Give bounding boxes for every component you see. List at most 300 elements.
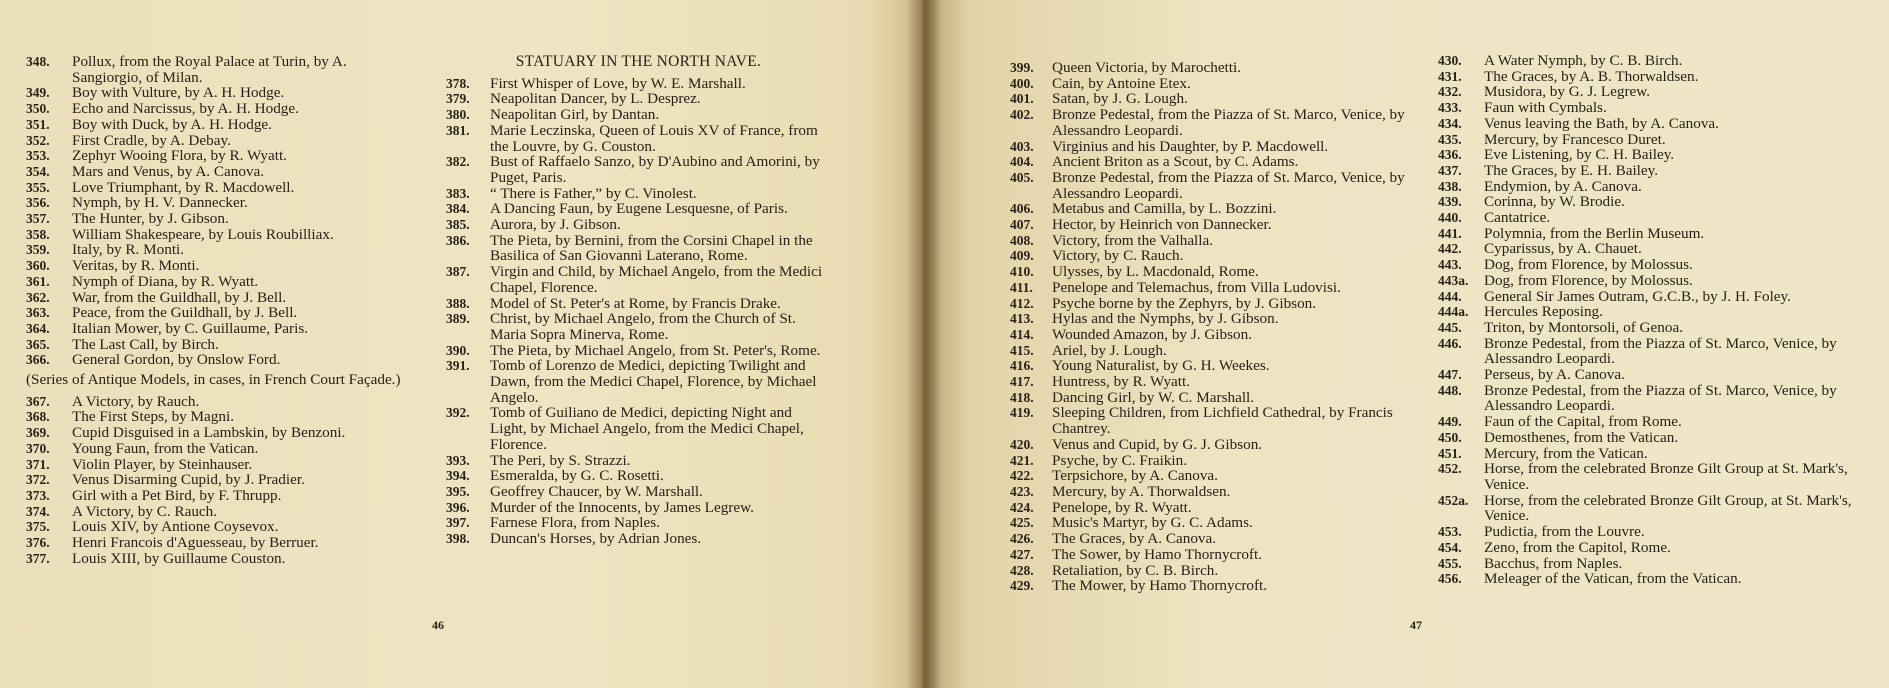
entry-number: 403. bbox=[1010, 138, 1034, 154]
catalogue-entry bbox=[1438, 430, 1858, 446]
entry-number: 397. bbox=[446, 515, 470, 531]
entry-text: Christ, by Michael Angelo, from the Church of St. Maria Sopra Minerva, Rome. bbox=[490, 310, 796, 343]
entry-number: 359. bbox=[26, 242, 50, 258]
catalogue-entry bbox=[1010, 390, 1406, 406]
entry-number: 353. bbox=[26, 148, 50, 164]
entry-number: 367. bbox=[26, 393, 50, 409]
entry-number: 409. bbox=[1010, 248, 1034, 264]
catalogue-entry bbox=[26, 394, 416, 410]
catalogue-entry bbox=[26, 352, 416, 368]
catalogue-entry bbox=[1010, 311, 1406, 327]
entry-list-1b bbox=[26, 394, 416, 567]
entry-number: 350. bbox=[26, 101, 50, 117]
entry-text: Murder of the Innocents, by James Legrew. bbox=[490, 498, 754, 516]
entry-text: Faun of the Capital, from Rome. bbox=[1484, 413, 1682, 431]
catalogue-entry bbox=[1438, 493, 1858, 524]
right-page-number: 47 bbox=[1410, 618, 1422, 632]
entry-number: 383. bbox=[446, 185, 470, 201]
entry-text: Mercury, by A. Thorwaldsen. bbox=[1052, 482, 1231, 500]
entry-number: 443. bbox=[1438, 257, 1462, 273]
entry-number: 430. bbox=[1438, 53, 1462, 68]
catalogue-entry bbox=[1010, 468, 1406, 484]
catalogue-entry bbox=[446, 296, 831, 312]
catalogue-entry bbox=[26, 321, 416, 337]
catalogue-entry bbox=[1010, 405, 1406, 436]
entry-text: Girl with a Pet Bird, by F. Thrupp. bbox=[72, 486, 282, 504]
entry-text: Mercury, by Francesco Duret. bbox=[1484, 130, 1666, 148]
entry-number: 417. bbox=[1010, 374, 1034, 390]
catalogue-entry bbox=[1010, 280, 1406, 296]
entry-number: 412. bbox=[1010, 295, 1034, 311]
catalogue-entry bbox=[1010, 201, 1406, 217]
catalogue-entry bbox=[446, 358, 831, 405]
catalogue-entry bbox=[446, 468, 831, 484]
entry-number: 368. bbox=[26, 409, 50, 425]
entry-text: Young Naturalist, by G. H. Weekes. bbox=[1052, 357, 1270, 375]
catalogue-entry bbox=[446, 500, 831, 516]
entry-text: Hercules Reposing. bbox=[1484, 303, 1603, 321]
catalogue-entry bbox=[1010, 296, 1406, 312]
entry-text: Peace, from the Guildhall, by J. Bell. bbox=[72, 304, 298, 322]
entry-number: 434. bbox=[1438, 115, 1462, 131]
entry-text: The Graces, by E. H. Bailey. bbox=[1484, 161, 1659, 179]
catalogue-entry bbox=[1010, 170, 1406, 201]
entry-text: General Sir James Outram, G.C.B., by J. H. Foley. bbox=[1484, 287, 1791, 305]
entry-text: Louis XIV, by Antione Coysevox. bbox=[72, 518, 279, 536]
entry-number: 437. bbox=[1438, 162, 1462, 178]
catalogue-entry bbox=[26, 242, 416, 258]
catalogue-entry bbox=[446, 233, 831, 264]
catalogue-entry bbox=[1010, 531, 1406, 547]
catalogue-entry bbox=[1438, 194, 1858, 210]
entry-text: Ariel, by J. Lough. bbox=[1052, 341, 1167, 359]
entry-text: Eve Listening, by C. H. Bailey. bbox=[1484, 146, 1675, 164]
entry-number: 421. bbox=[1010, 452, 1034, 468]
catalogue-entry bbox=[1010, 233, 1406, 249]
catalogue-entry bbox=[1438, 257, 1858, 273]
entry-text: Henri Francois d'Aguesseau, by Berruer. bbox=[72, 534, 319, 552]
catalogue-entry bbox=[1438, 116, 1858, 132]
entry-number: 404. bbox=[1010, 154, 1034, 170]
entry-number: 376. bbox=[26, 535, 50, 551]
entry-text: Dog, from Florence, by Molossus. bbox=[1484, 256, 1693, 274]
catalogue-entry bbox=[446, 201, 831, 217]
entry-text: William Shakespeare, by Louis Roubilliax. bbox=[72, 225, 334, 243]
entry-text: Model of St. Peter's at Rome, by Francis Drake. bbox=[490, 294, 781, 312]
entry-number: 408. bbox=[1010, 232, 1034, 248]
entry-number: 390. bbox=[446, 342, 470, 358]
entry-text: Ulysses, by L. Macdonald, Rome. bbox=[1052, 263, 1259, 281]
entry-text: Penelope and Telemachus, from Villa Ludovisi. bbox=[1052, 278, 1341, 296]
entry-number: 428. bbox=[1010, 562, 1034, 578]
entry-text: Bronze Pedestal, from the Piazza of St. Marco, Venice, by Alessandro Leopardi. bbox=[1052, 168, 1405, 202]
entry-list-1a bbox=[26, 54, 416, 368]
catalogue-entry bbox=[446, 405, 831, 452]
catalogue-entry bbox=[1438, 524, 1858, 540]
entry-text: Tomb of Guiliano de Medici, depicting Night and Light, by Michael Angelo, from the Medici Chapel, Florence. bbox=[490, 404, 804, 453]
entry-text: Dog, from Florence, by Molossus. bbox=[1484, 271, 1693, 289]
catalogue-entry bbox=[1010, 374, 1406, 390]
entry-number: 445. bbox=[1438, 319, 1462, 335]
entry-text: Musidora, by G. J. Legrew. bbox=[1484, 83, 1651, 101]
catalogue-entry bbox=[1438, 226, 1858, 242]
entry-text: Marie Leczinska, Queen of Louis XV of France, from the Louvre, by G. Couston. bbox=[490, 121, 818, 155]
entry-number: 388. bbox=[446, 295, 470, 311]
entry-number: 361. bbox=[26, 273, 50, 289]
catalogue-entry bbox=[1010, 217, 1406, 233]
entry-text: Mercury, from the Vatican. bbox=[1484, 444, 1648, 462]
catalogue-entry bbox=[1438, 383, 1858, 414]
entry-text: Corinna, by W. Brodie. bbox=[1484, 193, 1625, 211]
entry-text: Faun with Cymbals. bbox=[1484, 99, 1607, 117]
entry-number: 405. bbox=[1010, 169, 1034, 185]
entry-text: A Victory, by C. Rauch. bbox=[72, 502, 218, 520]
entry-number: 448. bbox=[1438, 382, 1462, 398]
entry-number: 395. bbox=[446, 483, 470, 499]
entry-number: 362. bbox=[26, 289, 50, 305]
catalogue-entry bbox=[1010, 91, 1406, 107]
entry-text: Endymion, by A. Canova. bbox=[1484, 177, 1642, 195]
catalogue-entry bbox=[446, 186, 831, 202]
catalogue-entry bbox=[1438, 540, 1858, 556]
entry-text: Louis XIII, by Guillaume Couston. bbox=[72, 549, 286, 567]
entry-number: 360. bbox=[26, 258, 50, 274]
series-note: (Series of Antique Models, in cases, in French Court Façade.) bbox=[26, 371, 401, 389]
catalogue-entry bbox=[1438, 53, 1858, 69]
entry-text: Nymph of Diana, by R. Wyatt. bbox=[72, 272, 259, 290]
entry-number: 433. bbox=[1438, 100, 1462, 116]
catalogue-entry bbox=[26, 117, 416, 133]
catalogue-entry bbox=[446, 515, 831, 531]
catalogue-entry bbox=[1010, 484, 1406, 500]
catalogue-entry bbox=[446, 123, 831, 154]
entry-number: 441. bbox=[1438, 225, 1462, 241]
catalogue-column-3 bbox=[1010, 60, 1406, 594]
catalogue-entry bbox=[1438, 461, 1858, 492]
catalogue-entry bbox=[1438, 69, 1858, 85]
entry-number: 451. bbox=[1438, 445, 1462, 461]
entry-text: The Graces, by A. Canova. bbox=[1052, 530, 1217, 548]
entry-text: Triton, by Montorsoli, of Genoa. bbox=[1484, 318, 1683, 336]
entry-number: 389. bbox=[446, 311, 470, 327]
entry-text: Victory, by C. Rauch. bbox=[1052, 247, 1184, 265]
left-page-number: 46 bbox=[432, 618, 444, 632]
catalogue-entry bbox=[26, 195, 416, 211]
entry-number: 435. bbox=[1438, 131, 1462, 147]
catalogue-entry bbox=[26, 519, 416, 535]
entry-number: 349. bbox=[26, 85, 50, 101]
entry-number: 411. bbox=[1010, 279, 1033, 295]
catalogue-entry bbox=[26, 409, 416, 425]
entry-number: 387. bbox=[446, 264, 470, 280]
catalogue-entry bbox=[26, 457, 416, 473]
catalogue-entry bbox=[1438, 367, 1858, 383]
entry-text: The Sower, by Hamo Thornycroft. bbox=[1052, 545, 1262, 563]
entry-number: 382. bbox=[446, 154, 470, 170]
entry-text: Virginius and his Daughter, by P. Macdowell. bbox=[1052, 137, 1329, 155]
catalogue-entry bbox=[26, 164, 416, 180]
entry-number: 416. bbox=[1010, 358, 1034, 374]
catalogue-entry bbox=[446, 107, 831, 123]
entry-number: 363. bbox=[26, 305, 50, 321]
entry-text: Love Triumphant, by R. Macdowell. bbox=[72, 178, 295, 196]
catalogue-entry bbox=[1010, 327, 1406, 343]
catalogue-entry bbox=[26, 488, 416, 504]
entry-number: 443a. bbox=[1438, 272, 1469, 288]
catalogue-entry bbox=[26, 101, 416, 117]
entry-text: Demosthenes, from the Vatican. bbox=[1484, 428, 1679, 446]
catalogue-entry bbox=[1010, 437, 1406, 453]
entry-number: 455. bbox=[1438, 555, 1462, 571]
catalogue-entry bbox=[1438, 571, 1858, 587]
entry-text: Horse, from the celebrated Bronze Gilt Group at St. Mark's, Venice. bbox=[1484, 460, 1848, 493]
catalogue-entry bbox=[1010, 139, 1406, 155]
entry-text: The Pieta, by Bernini, from the Corsini Chapel in the Basilica of San Giovanni Laterano, Rome. bbox=[490, 231, 813, 265]
section-heading: STATUARY IN THE NORTH NAVE. bbox=[515, 53, 762, 70]
entry-number: 398. bbox=[446, 531, 470, 547]
catalogue-entry bbox=[446, 453, 831, 469]
left-page bbox=[0, 0, 922, 688]
catalogue-entry bbox=[1438, 273, 1858, 289]
entry-number: 410. bbox=[1010, 264, 1034, 280]
catalogue-entry bbox=[26, 85, 416, 101]
entry-number: 452a. bbox=[1438, 492, 1469, 508]
entry-text: Pollux, from the Royal Palace at Turin, by A. Sangiorgio, of Milan. bbox=[72, 53, 347, 86]
entry-text: Nymph, by H. V. Dannecker. bbox=[72, 194, 248, 212]
entry-text: Cantatrice. bbox=[1484, 209, 1551, 227]
entry-number: 348. bbox=[26, 54, 50, 69]
entry-text: Huntress, by R. Wyatt. bbox=[1052, 373, 1191, 391]
entry-text: Violin Player, by Steinhauser. bbox=[72, 455, 253, 473]
entry-text: The Mower, by Hamo Thornycroft. bbox=[1052, 577, 1268, 595]
catalogue-entry bbox=[446, 531, 831, 547]
entry-text: Psyche, by C. Fraikin. bbox=[1052, 451, 1187, 469]
catalogue-entry bbox=[1438, 414, 1858, 430]
entry-number: 377. bbox=[26, 550, 50, 566]
entry-number: 425. bbox=[1010, 515, 1034, 531]
catalogue-entry bbox=[1010, 248, 1406, 264]
entry-number: 436. bbox=[1438, 147, 1462, 163]
entry-number: 352. bbox=[26, 132, 50, 148]
entry-text: Italy, by R. Monti. bbox=[72, 241, 185, 259]
entry-text: Pudictia, from the Louvre. bbox=[1484, 523, 1645, 541]
catalogue-entry bbox=[446, 154, 831, 185]
catalogue-entry bbox=[1438, 336, 1858, 367]
entry-number: 426. bbox=[1010, 531, 1034, 547]
entry-number: 366. bbox=[26, 352, 50, 368]
entry-text: Zephyr Wooing Flora, by R. Wyatt. bbox=[72, 147, 287, 165]
entry-text: The Last Call, by Birch. bbox=[72, 335, 219, 353]
catalogue-entry bbox=[1438, 210, 1858, 226]
entry-text: Venus Disarming Cupid, by J. Pradier. bbox=[72, 471, 305, 489]
entry-text: Venus leaving the Bath, by A. Canova. bbox=[1484, 114, 1719, 132]
catalogue-entry bbox=[1010, 500, 1406, 516]
entry-text: Neapolitan Girl, by Dantan. bbox=[490, 106, 660, 124]
entry-number: 418. bbox=[1010, 389, 1034, 405]
entry-text: Aurora, by J. Gibson. bbox=[490, 216, 621, 234]
catalogue-entry bbox=[26, 227, 416, 243]
entry-text: Mars and Venus, by A. Canova. bbox=[72, 162, 265, 180]
catalogue-entry bbox=[1438, 320, 1858, 336]
entry-number: 407. bbox=[1010, 217, 1034, 233]
catalogue-entry bbox=[1438, 147, 1858, 163]
entry-number: 379. bbox=[446, 91, 470, 107]
entry-list-2 bbox=[446, 76, 831, 547]
entry-number: 381. bbox=[446, 122, 470, 138]
catalogue-entry bbox=[26, 551, 416, 567]
entry-text: Neapolitan Dancer, by L. Desprez. bbox=[490, 90, 701, 108]
entry-number: 452. bbox=[1438, 461, 1462, 477]
entry-number: 358. bbox=[26, 226, 50, 242]
entry-list-3 bbox=[1010, 60, 1406, 594]
entry-number: 380. bbox=[446, 107, 470, 123]
entry-number: 365. bbox=[26, 336, 50, 352]
entry-text: Farnese Flora, from Naples. bbox=[490, 514, 660, 532]
entry-text: Ancient Briton as a Scout, by C. Adams. bbox=[1052, 153, 1299, 171]
catalogue-entry bbox=[1010, 107, 1406, 138]
catalogue-entry bbox=[446, 76, 831, 92]
entry-text: Bronze Pedestal, from the Piazza of St. Marco, Venice, by Alessandro Leopardi. bbox=[1484, 381, 1837, 415]
catalogue-entry bbox=[26, 504, 416, 520]
entry-number: 394. bbox=[446, 468, 470, 484]
entry-text: Bacchus, from Naples. bbox=[1484, 554, 1623, 572]
entry-number: 356. bbox=[26, 195, 50, 211]
catalogue-entry bbox=[26, 425, 416, 441]
entry-number: 432. bbox=[1438, 84, 1462, 100]
catalogue-entry bbox=[26, 274, 416, 290]
entry-number: 374. bbox=[26, 503, 50, 519]
entry-number: 439. bbox=[1438, 194, 1462, 210]
entry-text: First Whisper of Love, by W. E. Marshall. bbox=[490, 74, 746, 92]
entry-text: Cyparissus, by A. Chauet. bbox=[1484, 240, 1642, 258]
entry-text: A Victory, by Rauch. bbox=[72, 392, 200, 410]
catalogue-entry bbox=[1438, 446, 1858, 462]
catalogue-entry bbox=[446, 311, 831, 342]
entry-number: 442. bbox=[1438, 241, 1462, 257]
catalogue-entry bbox=[26, 290, 416, 306]
catalogue-entry bbox=[26, 305, 416, 321]
entry-number: 402. bbox=[1010, 107, 1034, 123]
entry-text: The First Steps, by Magni. bbox=[72, 408, 234, 426]
book-gutter bbox=[906, 0, 942, 688]
catalogue-entry bbox=[1010, 578, 1406, 594]
entry-number: 401. bbox=[1010, 91, 1034, 107]
entry-text: Penelope, by R. Wyatt. bbox=[1052, 498, 1192, 516]
entry-text: A Water Nymph, by C. B. Birch. bbox=[1484, 52, 1683, 69]
entry-text: Terpsichore, by A. Canova. bbox=[1052, 467, 1218, 485]
entry-text: “ There is Father,” by C. Vinolest. bbox=[490, 184, 697, 202]
entry-number: 449. bbox=[1438, 414, 1462, 430]
catalogue-entry bbox=[1438, 100, 1858, 116]
entry-text: Horse, from the celebrated Bronze Gilt Group, at St. Mark's, Venice. bbox=[1484, 491, 1852, 525]
entry-text: Sleeping Children, from Lichfield Cathedral, by Francis Chantrey. bbox=[1052, 404, 1393, 438]
entry-number: 420. bbox=[1010, 436, 1034, 452]
entry-number: 419. bbox=[1010, 405, 1034, 421]
entry-text: Geoffrey Chaucer, by W. Marshall. bbox=[490, 482, 703, 500]
entry-number: 354. bbox=[26, 163, 50, 179]
entry-text: Zeno, from the Capitol, Rome. bbox=[1484, 538, 1671, 556]
entry-text: Tomb of Lorenzo de Medici, depicting Twilight and Dawn, from the Medici Chapel, Florence, by Michael Angelo. bbox=[490, 357, 817, 406]
catalogue-entry bbox=[1010, 60, 1406, 76]
entry-text: Boy with Duck, by A. H. Hodge. bbox=[72, 115, 272, 133]
catalogue-entry bbox=[1438, 163, 1858, 179]
entry-text: War, from the Guildhall, by J. Bell. bbox=[72, 288, 287, 306]
entry-text: Echo and Narcissus, by A. H. Hodge. bbox=[72, 100, 299, 118]
entry-number: 456. bbox=[1438, 571, 1462, 587]
entry-text: Bronze Pedestal, from the Piazza of St. Marco, Venice, by Alessandro Leopardi. bbox=[1052, 106, 1405, 139]
entry-text: Perseus, by A. Canova. bbox=[1484, 366, 1625, 384]
entry-list-4 bbox=[1438, 53, 1858, 587]
catalogue-entry bbox=[1010, 76, 1406, 92]
entry-number: 369. bbox=[26, 425, 50, 441]
entry-text: General Gordon, by Onslow Ford. bbox=[72, 351, 281, 369]
entry-text: Esmeralda, by G. C. Rosetti. bbox=[490, 467, 664, 485]
entry-number: 422. bbox=[1010, 468, 1034, 484]
entry-text: Metabus and Camilla, by L. Bozzini. bbox=[1052, 200, 1277, 218]
entry-number: 406. bbox=[1010, 201, 1034, 217]
entry-text: Duncan's Horses, by Adrian Jones. bbox=[490, 530, 702, 548]
entry-text: The Pieta, by Michael Angelo, from St. Peter's, Rome. bbox=[490, 341, 821, 359]
entry-text: The Graces, by A. B. Thorwaldsen. bbox=[1484, 67, 1699, 85]
entry-number: 450. bbox=[1438, 429, 1462, 445]
catalogue-entry bbox=[1438, 241, 1858, 257]
entry-number: 371. bbox=[26, 456, 50, 472]
entry-text: Virgin and Child, by Michael Angelo, from the Medici Chapel, Florence. bbox=[490, 263, 823, 296]
catalogue-entry bbox=[26, 535, 416, 551]
entry-text: Queen Victoria, by Marochetti. bbox=[1052, 59, 1242, 76]
entry-text: Cupid Disguised in a Lambskin, by Benzoni. bbox=[72, 424, 346, 442]
entry-number: 446. bbox=[1438, 335, 1462, 351]
entry-text: Retaliation, by C. B. Birch. bbox=[1052, 561, 1219, 579]
entry-number: 414. bbox=[1010, 326, 1034, 342]
catalogue-entry bbox=[26, 148, 416, 164]
catalogue-entry bbox=[446, 343, 831, 359]
catalogue-entry bbox=[446, 217, 831, 233]
entry-number: 399. bbox=[1010, 60, 1034, 75]
catalogue-entry bbox=[1010, 264, 1406, 280]
entry-text: Dancing Girl, by W. C. Marshall. bbox=[1052, 388, 1255, 406]
entry-text: Veritas, by R. Monti. bbox=[72, 257, 200, 275]
entry-text: Victory, from the Valhalla. bbox=[1052, 231, 1214, 249]
catalogue-entry bbox=[446, 264, 831, 295]
entry-text: Italian Mower, by C. Guillaume, Paris. bbox=[72, 319, 309, 337]
catalogue-entry bbox=[1010, 154, 1406, 170]
entry-text: First Cradle, by A. Debay. bbox=[72, 131, 231, 149]
catalogue-entry bbox=[1010, 515, 1406, 531]
entry-number: 364. bbox=[26, 320, 50, 336]
catalogue-entry bbox=[26, 211, 416, 227]
entry-number: 373. bbox=[26, 487, 50, 503]
catalogue-entry bbox=[1010, 563, 1406, 579]
catalogue-entry bbox=[1438, 179, 1858, 195]
entry-text: Hylas and the Nymphs, by J. Gibson. bbox=[1052, 310, 1279, 328]
entry-number: 438. bbox=[1438, 178, 1462, 194]
entry-number: 357. bbox=[26, 211, 50, 227]
entry-text: Wounded Amazon, by J. Gibson. bbox=[1052, 325, 1252, 343]
catalogue-entry bbox=[1010, 343, 1406, 359]
entry-text: Bust of Raffaelo Sanzo, by D'Aubino and Amorini, by Puget, Paris. bbox=[490, 153, 820, 186]
entry-number: 385. bbox=[446, 217, 470, 233]
entry-text: Cain, by Antoine Etex. bbox=[1052, 74, 1191, 92]
entry-text: Psyche borne by the Zephyrs, by J. Gibson. bbox=[1052, 294, 1317, 312]
entry-text: Polymnia, from the Berlin Museum. bbox=[1484, 224, 1705, 242]
entry-number: 429. bbox=[1010, 578, 1034, 594]
catalogue-entry bbox=[1438, 132, 1858, 148]
entry-number: 444. bbox=[1438, 288, 1462, 304]
catalogue-entry bbox=[446, 484, 831, 500]
entry-text: Hector, by Heinrich von Dannecker. bbox=[1052, 216, 1272, 234]
catalogue-entry bbox=[1010, 358, 1406, 374]
